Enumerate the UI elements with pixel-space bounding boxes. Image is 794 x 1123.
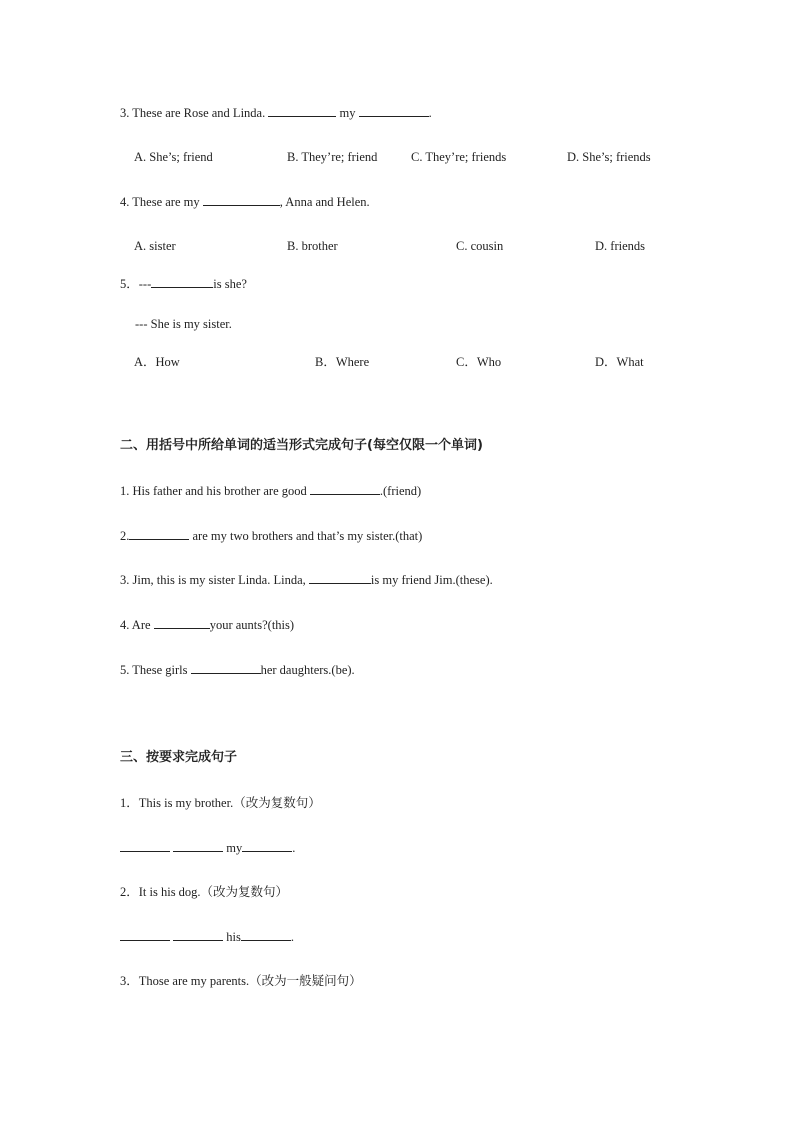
rewrite-item-2: 2．It is his dog.（改为复数句）: [120, 885, 289, 899]
option-a: A. She’s; friend: [134, 150, 213, 164]
answer-blank[interactable]: [191, 662, 261, 674]
question-5-text: 5．---: [120, 277, 152, 291]
answer-blank[interactable]: [120, 929, 170, 941]
rewrite-answer-2: his .: [120, 929, 294, 945]
option-d: D. She’s; friends: [567, 150, 651, 164]
question-4-text: 4. These are my: [120, 195, 203, 209]
fill-item-4: 4. Are your aunts?(this): [120, 618, 295, 632]
option-a: A. sister: [134, 239, 176, 253]
option-d: D．What: [595, 355, 644, 369]
rewrite-item-3: 3．Those are my parents.（改为一般疑问句）: [120, 974, 362, 988]
answer-blank[interactable]: [268, 105, 336, 117]
answer-blank[interactable]: [173, 929, 223, 941]
question-4: 4. These are my , Anna and Helen.: [120, 195, 370, 209]
fill-item-3: 3. Jim, this is my sister Linda. Linda, is my friend Jim.(these).: [120, 573, 493, 587]
answer-blank[interactable]: [241, 929, 291, 941]
answer-blank[interactable]: [309, 572, 371, 584]
section-3-heading: 三、按要求完成句子: [120, 750, 238, 765]
option-c: C. They’re; friends: [411, 150, 507, 164]
fill-item-5: 5. These girls her daughters.(be).: [120, 663, 355, 677]
rewrite-answer-1: my .: [120, 840, 295, 856]
question-3: 3. These are Rose and Linda. my .: [120, 106, 432, 120]
answer-blank[interactable]: [154, 617, 210, 629]
fill-item-2: 2. are my two brothers and that’s my sister.(that): [120, 529, 423, 543]
answer-blank[interactable]: [242, 840, 292, 852]
option-b: B. brother: [287, 239, 338, 253]
fill-item-1: 1. His father and his brother are good .(friend): [120, 484, 422, 498]
question-5: 5．--- is she?: [120, 277, 247, 291]
answer-blank[interactable]: [120, 840, 170, 852]
option-c: C. cousin: [456, 239, 504, 253]
section-2-heading: 二、用括号中所给单词的适当形式完成句子(每空仅限一个单词): [120, 438, 483, 453]
rewrite-item-1: 1．This is my brother.（改为复数句）: [120, 796, 321, 810]
answer-blank[interactable]: [359, 105, 429, 117]
question-3-text: 3. These are Rose and Linda.: [120, 106, 269, 120]
option-c: C．Who: [456, 355, 502, 369]
answer-blank[interactable]: [173, 840, 223, 852]
option-d: D. friends: [595, 239, 645, 253]
option-b: B．Where: [315, 355, 370, 369]
answer-blank[interactable]: [129, 528, 189, 540]
answer-blank[interactable]: [310, 483, 380, 495]
answer-blank[interactable]: [203, 194, 280, 206]
option-a: A．How: [134, 355, 180, 369]
answer-blank[interactable]: [151, 276, 213, 288]
question-5-answer: --- She is my sister.: [135, 317, 232, 331]
option-b: B. They’re; friend: [287, 150, 378, 164]
